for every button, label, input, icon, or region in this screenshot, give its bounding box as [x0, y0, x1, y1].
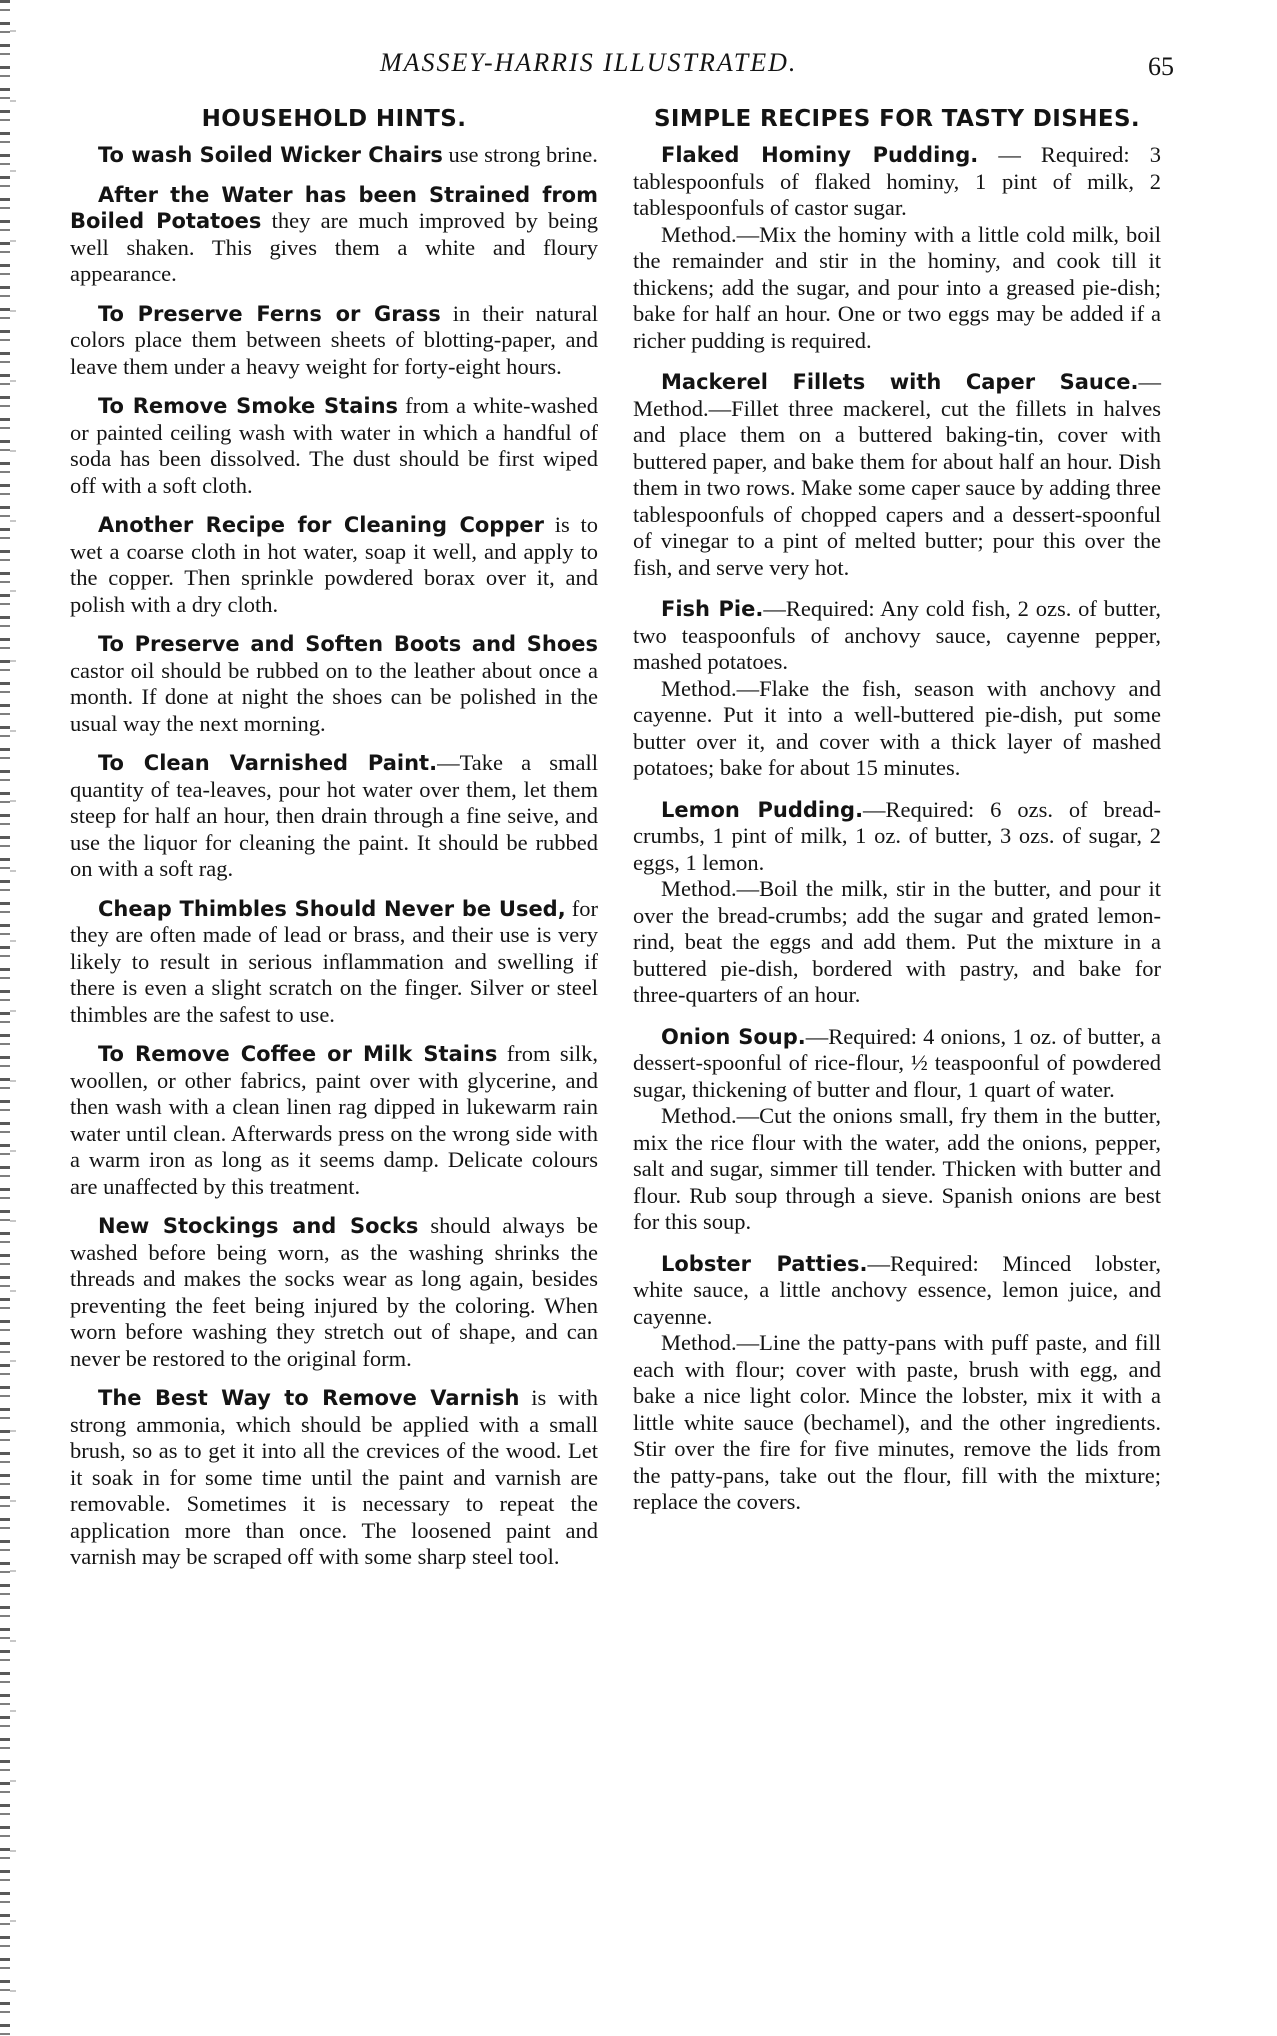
recipe-method: Method.—Boil the milk, stir in the butter, and pour it over the bread-crumbs; add the sugar and grated lemon-rind, beat the eggs and add them. Put the mixture in a buttered pie-dish, bordered with pastry, and bake for three-quarters of an hour.	[633, 876, 1161, 1007]
hint-entry	[70, 750, 598, 883]
hint-body: in their natural colors place them between sheets of blotting-paper, and leave them under a heavy weight for forty-eight hours.	[70, 300, 599, 379]
recipe-body: —Required: 4 onions, 1 oz. of butter, a dessert-spoonful of rice-flour, ½ teaspoonful of powdered sugar, thickening of butter and flour, 1 quart of water.	[633, 1023, 1161, 1102]
household-hints-column	[70, 100, 598, 1584]
hint-lead: To Clean Varnished Paint.	[98, 751, 438, 775]
hint-entry	[70, 512, 598, 618]
hint-entry	[70, 1213, 598, 1372]
recipe-body: —Required: 6 ozs. of bread-crumbs, 1 pint of milk, 1 oz. of butter, 3 ozs. of sugar, 2 eggs, 1 lemon.	[633, 796, 1161, 875]
recipe-body: —Required: Minced lobster, white sauce, a little anchovy essence, lemon juice, and cayenne.	[633, 1250, 1161, 1329]
hint-body: is with strong ammonia, which should be applied with a small brush, so as to get it into all the crevices of the wood. Let it soak in for some time until the paint and varnish are removable. Sometimes it is necessary to repeat the application more than once. The loosened paint and varnish may be scraped off with some sharp steel tool.	[70, 1385, 598, 1569]
hint-lead: To Remove Coffee or Milk Stains	[98, 1042, 498, 1066]
hint-body: from silk, woollen, or other fabrics, paint over with glycerine, and then wash with a clean linen rag dipped in lukewarm rain water until clean. Afterwards press on the wrong side with a warm iron as long as it seems damp. Delicate colours are unaffected by this treatment.	[70, 1041, 598, 1199]
recipe-lead: Lobster Patties.	[661, 1251, 868, 1276]
hint-lead: To Preserve Ferns or Grass	[98, 301, 441, 326]
recipes-heading: SIMPLE RECIPES FOR TASTY DISHES.	[653, 106, 1141, 132]
recipe-method: Method.—Flake the fish, season with anchovy and cayenne. Put it into a well-buttered pie-dish, put some butter over it, and cover with a thick layer of mashed potatoes; bake for about 15 minutes.	[633, 675, 1161, 780]
hint-entry	[70, 1385, 598, 1571]
hint-body: castor oil should be rubbed on to the leather about once a month. If done at night the shoes can be polished in the usual way the next morning.	[70, 657, 598, 736]
hint-entry	[70, 182, 598, 288]
recipe-lead: Mackerel Fillets with Caper Sauce.	[661, 370, 1139, 394]
hint-entry	[70, 142, 598, 169]
recipe-lead: Flaked Hominy Pudding.	[661, 143, 979, 167]
recipe-method: Method.—Line the patty-pans with puff paste, and fill each with flour; cover with paste, brush with egg, and bake a nice light color. Mince the lobster, mix it with a little white sauce (bechamel), and the other ingredients. Stir over the fire for five minutes, remove the lids from the patty-pans, take out the flour, fill with the mixture; replace the covers.	[633, 1330, 1161, 1514]
recipe-method: Method.—Cut the onions small, fry them in the butter, mix the rice flour with the water, add the onions, pepper, salt and sugar, simmer till tender. Thicken with butter and flour. Rub soup through a sieve. Spanish onions are best for this soup.	[633, 1103, 1161, 1234]
recipe-body: —Method.—Fillet three mackerel, cut the fillets in halves and place them on a buttered baking-tin, cover with buttered paper, and bake them for about half an hour. Dish them in two rows. Make some caper sauce by adding three tablespoonfuls of chopped capers and a dessert-spoonful of vinegar to a pint of melted butter; pour this over the fish, and serve very hot.	[633, 369, 1161, 580]
hint-lead: To wash Soiled Wicker Chairs	[98, 143, 443, 167]
hint-lead: Cheap Thimbles Should Never be Used,	[98, 896, 566, 921]
running-head: MASSEY-HARRIS ILLUSTRATED.	[380, 48, 798, 77]
recipe-method: Method.—Mix the hominy with a little cold milk, boil the remainder and stir in the hominy, and cook till it thickens; add the sugar, and pour into a greased pie-dish; bake for half an hour. One or two eggs may be added if a richer pudding is required.	[633, 221, 1161, 353]
household-hints-heading: HOUSEHOLD HINTS.	[201, 106, 467, 132]
page-number: 65	[1148, 52, 1174, 81]
recipe-lead: Fish Pie.	[661, 597, 764, 621]
recipe-lead: Onion Soup.	[661, 1024, 806, 1049]
hint-entry	[70, 393, 598, 499]
hint-body: should always be washed before being worn, as the washing shrinks the threads and makes the socks wear as long again, besides preventing the feet being injured by the coloring. When worn before washing they stretch out of shape, and can never be restored to the original form.	[70, 1213, 598, 1371]
recipe-entry	[633, 797, 1161, 1009]
hint-entry	[70, 896, 598, 1029]
hint-lead: To Remove Smoke Stains	[98, 394, 399, 418]
recipes-column	[633, 100, 1161, 1531]
recipe-entry	[633, 369, 1161, 581]
hint-body: use strong brine.	[442, 142, 598, 167]
hint-lead: The Best Way to Remove Varnish	[98, 1386, 520, 1410]
hint-lead: After the Water has been Strained from Boiled Potatoes	[70, 182, 598, 233]
hint-body: is to wet a coarse cloth in hot water, soap it well, and apply to the copper. Then sprinkle powdered borax over it, and polish with a dry cloth.	[70, 512, 598, 617]
recipe-lead: Lemon Pudding.	[661, 797, 864, 822]
hint-lead: New Stockings and Socks	[98, 1214, 419, 1238]
hint-body: from a white-washed or painted ceiling wash with water in which a handful of soda has been dissolved. The dust should be first wiped off with a soft cloth.	[70, 393, 598, 498]
recipe-body: —Required: Any cold fish, 2 ozs. of butter, two teaspoonfuls of anchovy sauce, cayenne pepper, mashed potatoes.	[633, 596, 1161, 674]
hint-entry	[70, 1041, 598, 1200]
hint-body: they are much improved by being well shaken. This gives them a white and floury appearance.	[70, 208, 598, 286]
hint-body: for they are often made of lead or brass, and their use is very likely to result in serious inflammation and swelling if there is even a slight scratch on the finger. Silver or steel thimbles are the safest to use.	[70, 895, 598, 1027]
hint-entry	[70, 631, 598, 737]
recipe-body: — Required: 3 tablespoonfuls of flaked hominy, 1 pint of milk, 2 tablespoonfuls of castor sugar.	[633, 142, 1161, 220]
hint-lead: To Preserve and Soften Boots and Shoes	[98, 632, 598, 656]
hint-entry	[70, 301, 598, 381]
recipe-entry	[633, 142, 1161, 354]
page-binding-edge	[0, 0, 10, 2036]
recipe-entry	[633, 1024, 1161, 1236]
recipe-entry	[633, 1251, 1161, 1516]
recipe-entry	[633, 596, 1161, 782]
hint-lead: Another Recipe for Cleaning Copper	[98, 513, 544, 537]
hint-body: —Take a small quantity of tea-leaves, pour hot water over them, let them steep for half an hour, then drain through a fine seive, and use the liquor for cleaning the paint. It should be rubbed on with a soft rag.	[70, 750, 598, 881]
